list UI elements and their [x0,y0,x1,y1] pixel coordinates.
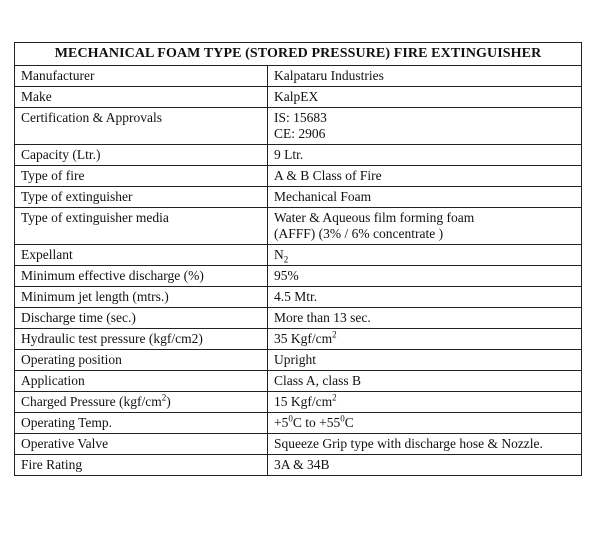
table-row [15,87,582,108]
row-label: Operative Valve [15,434,268,455]
table-row [15,66,582,87]
value-superscript: 0 [288,413,293,424]
value-line: IS: 15683 [274,110,327,125]
value-text-mid: C to +55 [292,415,341,430]
row-label: Hydraulic test pressure (kgf/cm2) [15,329,268,350]
row-value [268,245,582,266]
row-label: Type of extinguisher [15,187,268,208]
value-text: 35 Kgf/cm [274,331,333,346]
row-value: Kalpataru Industries [268,66,582,87]
row-value: Class A, class B [268,371,582,392]
table-row [15,434,582,455]
row-label: Expellant [15,245,268,266]
spec-sheet [14,42,581,476]
row-value: Mechanical Foam [268,187,582,208]
row-value [268,329,582,350]
label-text-after: ) [166,394,171,409]
table-row [15,108,582,145]
table-row [15,371,582,392]
row-value: KalpEX [268,87,582,108]
row-label: Capacity (Ltr.) [15,145,268,166]
table-row [15,329,582,350]
value-text: +5 [274,415,289,430]
value-superscript: 0 [340,413,345,424]
table-row [15,455,582,476]
row-label [15,392,268,413]
row-value: A & B Class of Fire [268,166,582,187]
row-label: Operating Temp. [15,413,268,434]
row-value [268,392,582,413]
row-value [268,208,582,245]
row-label: Operating position [15,350,268,371]
table-row [15,266,582,287]
row-value: More than 13 sec. [268,308,582,329]
row-label: Certification & Approvals [15,108,268,145]
row-value: Squeeze Grip type with discharge hose & Nozzle. [268,434,582,455]
value-superscript: 2 [332,329,337,340]
spec-table [14,42,582,476]
label-superscript: 2 [161,392,167,403]
row-value [268,108,582,145]
table-row [15,245,582,266]
row-label: Minimum jet length (mtrs.) [15,287,268,308]
value-text: 15 Kgf/cm [274,394,333,409]
table-row [15,208,582,245]
value-line: (AFFF) (3% / 6% concentrate ) [274,226,444,241]
row-value: 95% [268,266,582,287]
table-row [15,287,582,308]
value-text-after: C [344,415,354,430]
row-label: Manufacturer [15,66,268,87]
row-value: 9 Ltr. [268,145,582,166]
row-label: Discharge time (sec.) [15,308,268,329]
row-label: Type of extinguisher media [15,208,268,245]
value-line: CE: 2906 [274,126,326,141]
value-line: Water & Aqueous film forming foam [274,210,475,225]
table-row [15,308,582,329]
row-label: Application [15,371,268,392]
row-label: Type of fire [15,166,268,187]
row-label: Fire Rating [15,455,268,476]
row-value [268,413,582,434]
table-row [15,145,582,166]
value-text: N [274,247,284,262]
value-subscript: 2 [283,254,289,265]
row-value: 4.5 Mtr. [268,287,582,308]
value-superscript: 2 [332,392,337,403]
table-row [15,392,582,413]
row-label: Make [15,87,268,108]
label-text: Charged Pressure (kgf/cm [21,394,162,409]
row-value: 3A & 34B [268,455,582,476]
table-row [15,187,582,208]
table-title: MECHANICAL FOAM TYPE (STORED PRESSURE) FIRE EXTINGUISHER [15,43,582,66]
table-row [15,350,582,371]
row-value: Upright [268,350,582,371]
table-row [15,413,582,434]
table-row [15,166,582,187]
title-row [15,43,582,66]
row-label: Minimum effective discharge (%) [15,266,268,287]
